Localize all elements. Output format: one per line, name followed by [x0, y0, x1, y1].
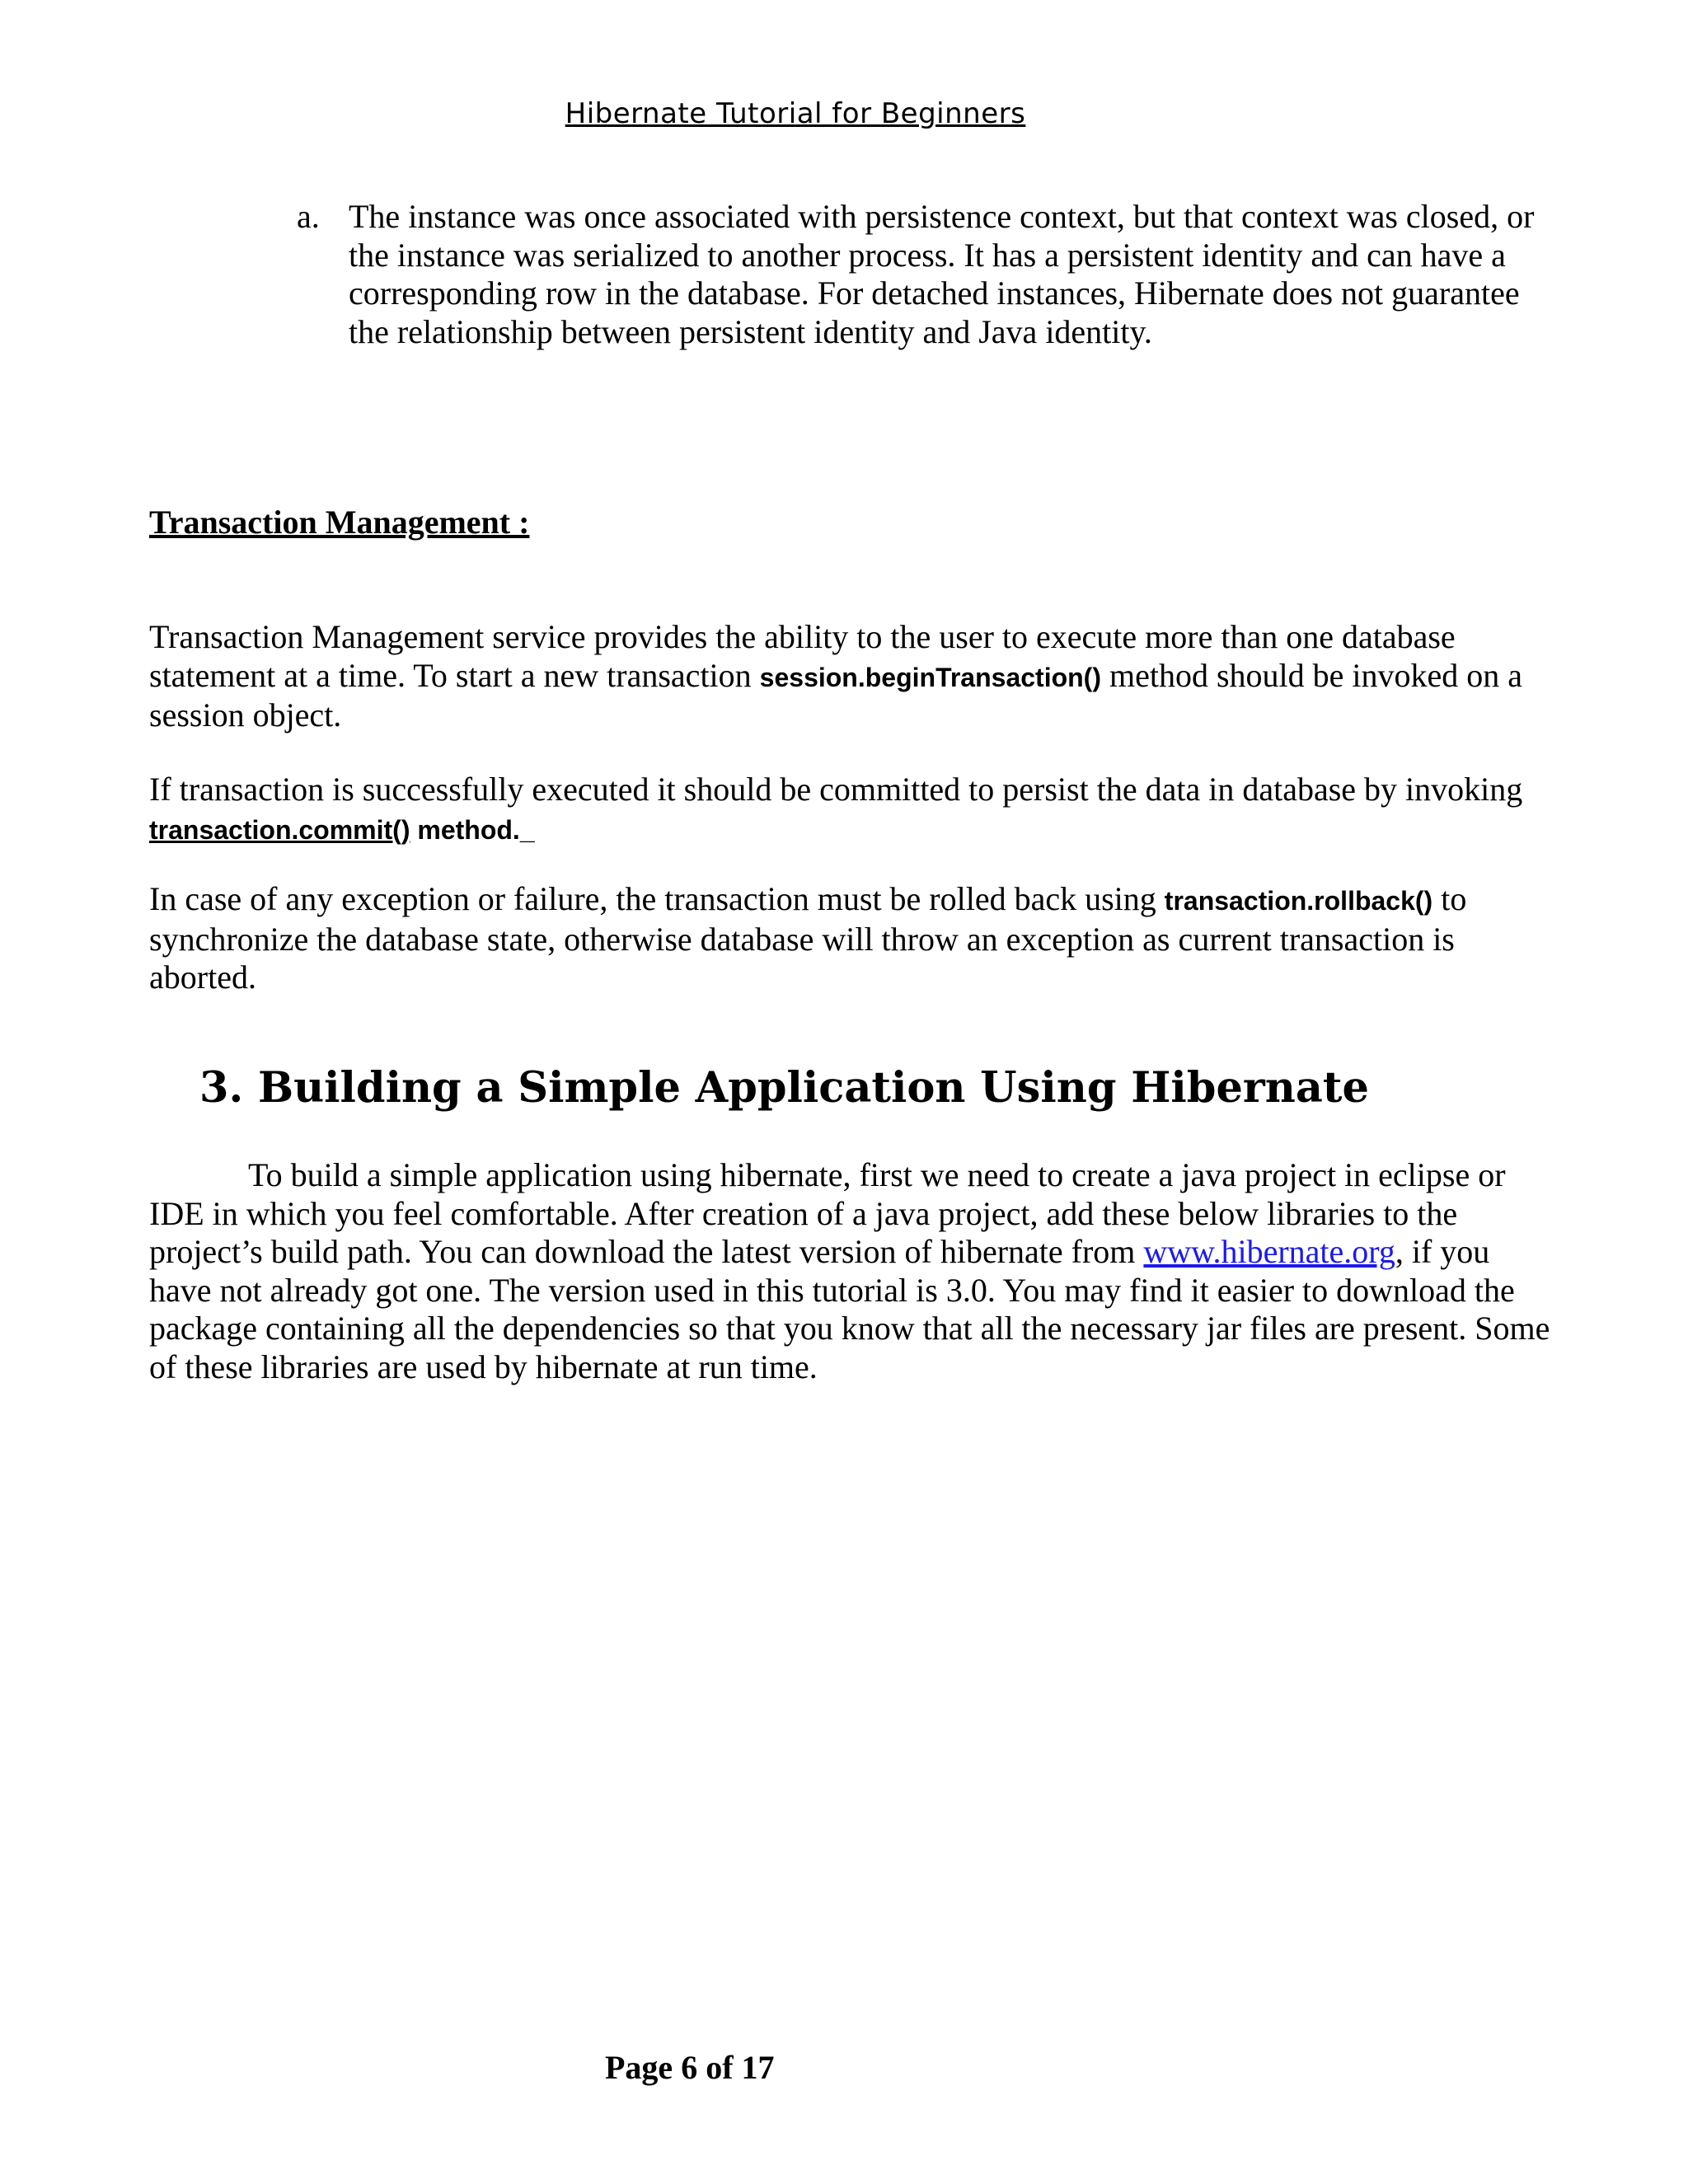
hibernate-website-link[interactable]: www.hibernate.org	[1143, 1233, 1395, 1270]
paragraph-text: If transaction is successfully executed it should be committed to persist the data in database by invoking	[149, 771, 1523, 808]
paragraph-text: Transaction Management service provides the ability to the user to execute more than one database statement at a time. To start a new transaction	[149, 618, 1456, 694]
list-item-text: The instance was once associated with persistence context, but that context was closed, or the instance was serialized to another process. It has a persistent identity and can have a corresponding row in the database. For detached instances, Hibernate does not guarantee the relationship between persistent identity and Java identity.	[349, 198, 1535, 350]
section-heading-building-app: 3. Building a Simple Application Using Hibernate	[199, 1063, 1369, 1113]
paragraph-text: , if you have not already got one. The version used in this tutorial is 3.0. You may find it easier to download the package containing all the dependencies so that you know that all the necessary jar files are present. Some of these libraries are used by hibernate at run time.	[149, 1233, 1550, 1385]
list-item	[297, 198, 1550, 351]
paragraph-transaction-rollback	[149, 880, 1550, 997]
paragraph-text: To build a simple application using hibernate, first we need to create a java project in eclipse or IDE in which you feel comfortable. After creation of a java project, add these below libraries to the project’s build path. You can download the latest version of hibernate from	[149, 1156, 1506, 1270]
paragraph-text: method should be invoked on a session object.	[149, 656, 1523, 733]
section-title-transaction: Transaction Management :	[149, 504, 530, 541]
paragraph-building-app	[149, 1156, 1550, 1386]
list-marker: a.	[297, 198, 320, 235]
paragraph-text: to synchronize the database state, otherwise database will throw an exception as current transaction is aborted.	[149, 880, 1467, 996]
page-number: Page 6 of 17	[605, 2049, 775, 2086]
code-commit: transaction.commit()	[149, 814, 410, 845]
page-header-title: Hibernate Tutorial for Beginners	[565, 97, 1026, 130]
paragraph-text: In case of any exception or failure, the transaction must be rolled back using	[149, 880, 1165, 917]
code-method-suffix: method._	[410, 814, 535, 845]
paragraph-transaction-commit	[149, 771, 1550, 849]
code-begin-transaction: session.beginTransaction()	[759, 662, 1101, 692]
paragraph-transaction-intro	[149, 618, 1550, 735]
code-rollback: transaction.rollback()	[1164, 886, 1433, 916]
